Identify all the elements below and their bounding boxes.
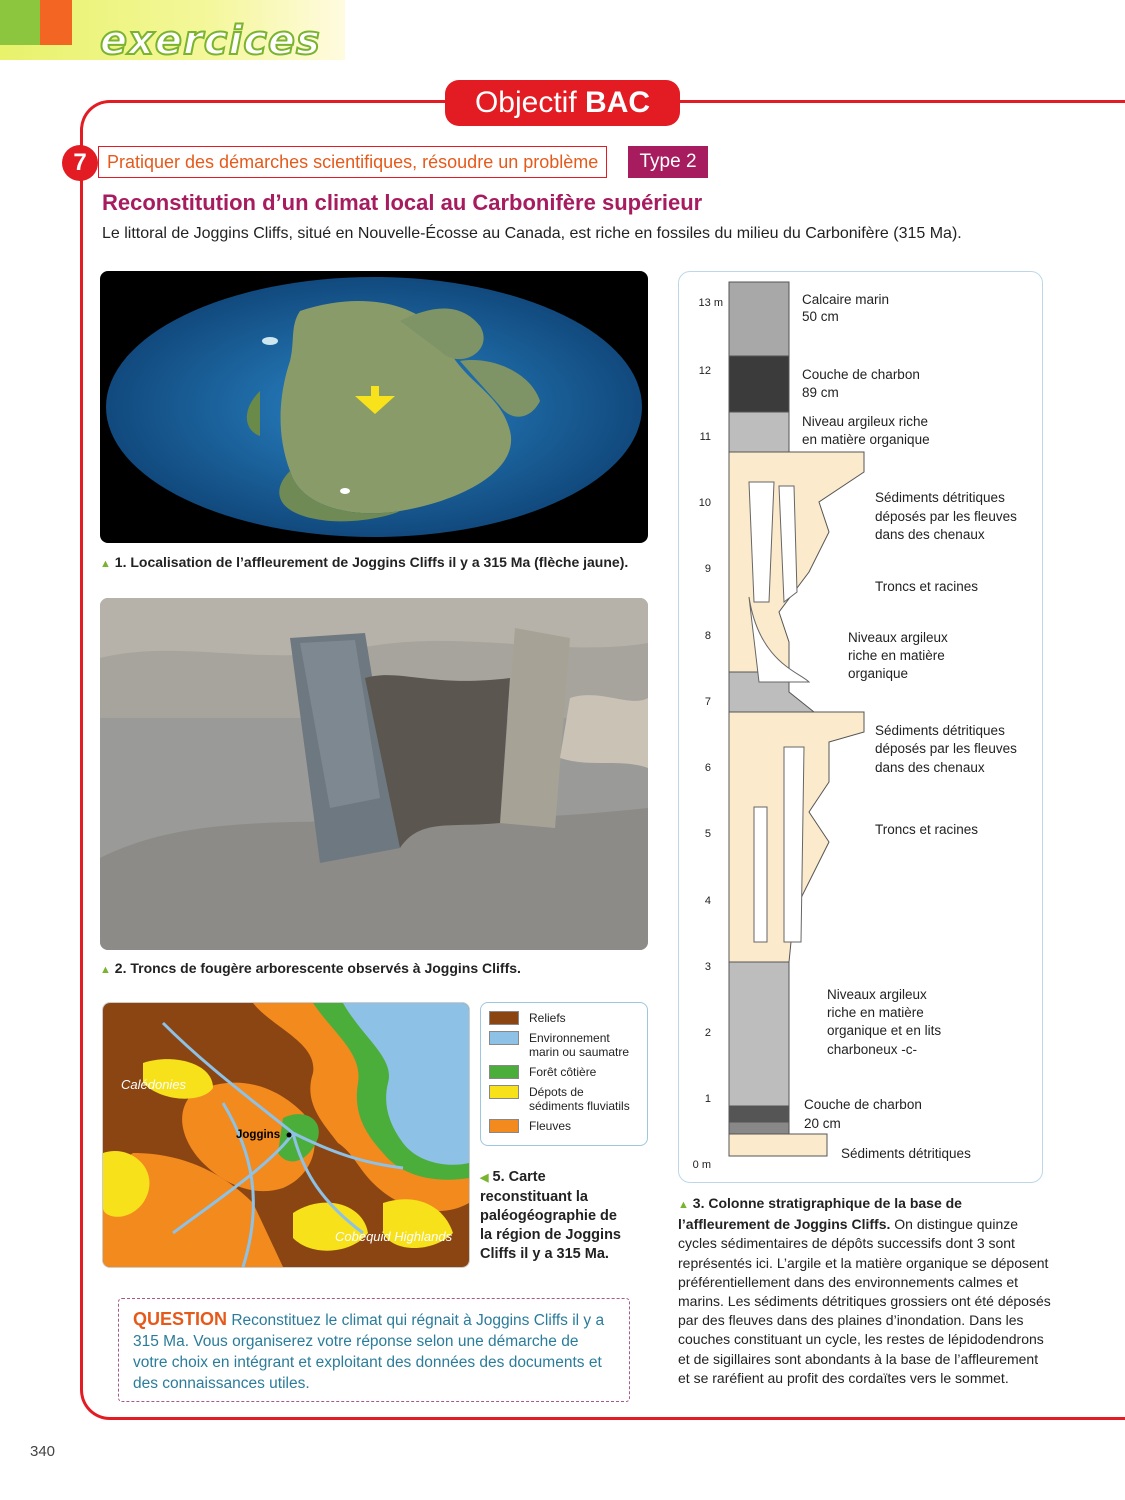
axis-tick: 6: [704, 762, 711, 774]
doc1-caption-text: 1. Localisation de l’affleurement de Joggins Cliffs il y a 315 Ma (flèche jaune).: [114, 554, 629, 570]
caledonies-label: Calédonies: [121, 1077, 187, 1092]
layer-label: charboneux -c-: [827, 1042, 918, 1057]
layer-label: Troncs et racines: [875, 822, 979, 837]
layer-label: 50 cm: [802, 309, 839, 324]
layer-label: Niveau argileux riche: [802, 414, 929, 429]
legend-swatch: [489, 1119, 519, 1133]
layer-label: Troncs et racines: [875, 579, 979, 594]
legend-item-depots: [489, 1085, 639, 1113]
legend-item-marin: [489, 1031, 639, 1059]
legend-item-reliefs: [489, 1011, 639, 1025]
layer-label: déposés par les fleuves: [875, 741, 1017, 756]
layer-label: Sédiments détritiques: [841, 1146, 971, 1161]
doc3-caption: [678, 1194, 1053, 1388]
joggins-label: Joggins: [236, 1129, 281, 1141]
layer-label: 89 cm: [802, 385, 839, 400]
objectif-bac-banner: [445, 80, 680, 126]
axis-tick: 3: [704, 961, 711, 973]
axis-tick: 4: [704, 895, 711, 907]
banner-text: Objectif: [474, 86, 577, 119]
fossil-trunks-photo: [100, 598, 648, 950]
page-number: 340: [30, 1443, 56, 1460]
layer-label: riche en matière: [848, 648, 945, 663]
axis-tick: 12: [698, 365, 711, 377]
layer-label: en matière organique: [802, 432, 930, 447]
triangle-icon: ▲: [678, 1199, 689, 1211]
axis-tick: 9: [704, 563, 711, 575]
triangle-icon: ▲: [100, 558, 111, 570]
axis-tick: 0 m: [692, 1159, 711, 1171]
map-legend: [480, 1002, 648, 1146]
question-text: Reconstituez le climat qui régnait à Joggins Cliffs il y a 315 Ma. Vous organiserez votre réponse selon une démarche de votre choix en intégrant et exploitant des données des documents et des connaissances utiles.: [133, 1312, 605, 1392]
legend-swatch: [489, 1011, 519, 1025]
depth-axis: [693, 297, 723, 1171]
section-title: exercices: [100, 18, 321, 64]
axis-tick: 8: [704, 630, 711, 642]
banner-bold-text: BAC: [585, 86, 651, 119]
skill-label: Pratiquer des démarches scientifiques, résoudre un problème: [98, 146, 607, 178]
doc3-caption-text: On distingue quinze cycles sédimentaires de dépôts successifs dont 3 sont représentés ici. L’argile et la matière organique se déposent préférentiellement dans des environnements calmes et marins. Les sédiments détritiques grossiers ont été déposés par des fleuves dans des plaines d’inondation. Dans les couches constituant un cycle, les restes de lépidodendrons et de sigillaires sont abondants à la base de l’affleurement et se raréfient au profit des cordaïtes vers le sommet.: [678, 1216, 1051, 1386]
type-badge: Type 2: [628, 146, 708, 178]
doc5-caption: [480, 1168, 630, 1264]
corner-accent-green: [0, 0, 40, 45]
exercise-number: 7: [62, 145, 98, 181]
question-box: [118, 1298, 630, 1402]
axis-tick: 5: [704, 828, 711, 840]
layer-label: Niveaux argileux: [848, 630, 948, 645]
paleo-globe-map: [100, 271, 648, 543]
legend-item-fleuves: [489, 1119, 639, 1133]
axis-tick: 11: [699, 431, 711, 443]
layer-label: Sédiments détritiques: [875, 723, 1005, 738]
layer-label: Niveaux argileux: [827, 987, 927, 1002]
layer-label: 20 cm: [804, 1116, 841, 1131]
layer-label: dans des chenaux: [875, 527, 985, 542]
exercise-title: Reconstitution d’un climat local au Carbonifère supérieur: [102, 190, 703, 215]
corner-accent-orange: [40, 0, 72, 45]
exercise-intro: Le littoral de Joggins Cliffs, situé en Nouvelle-Écosse au Canada, est riche en fossiles du milieu du Carbonifère (315 Ma).: [102, 225, 962, 242]
legend-label: Reliefs: [529, 1011, 566, 1025]
doc2-caption: [100, 960, 521, 976]
doc5-caption-text: 5. Carte reconstituant la paléogéographie de la région de Joggins Cliffs il y a 315 Ma.: [480, 1169, 621, 1262]
layer-label: déposés par les fleuves: [875, 509, 1017, 524]
legend-swatch: [489, 1031, 519, 1045]
layer-label: riche en matière: [827, 1005, 924, 1020]
axis-tick: 10: [698, 497, 711, 509]
layer-label: Couche de charbon: [804, 1097, 922, 1112]
axis-tick: 7: [704, 696, 711, 708]
question-label: QUESTION: [133, 1309, 228, 1329]
layer-label: Sédiments détritiques: [875, 490, 1005, 505]
doc2-caption-text: 2. Troncs de fougère arborescente observés à Joggins Cliffs.: [114, 960, 521, 976]
legend-label: Dépots de sédiments fluviatils: [529, 1085, 630, 1113]
layer-label: organique et en lits: [827, 1023, 942, 1038]
axis-tick: 2: [704, 1027, 711, 1039]
triangle-icon: ◀: [480, 1172, 489, 1184]
triangle-icon: ▲: [100, 964, 111, 976]
legend-item-foret: [489, 1065, 639, 1079]
axis-tick: 13 m: [698, 297, 723, 309]
legend-label: Fleuves: [529, 1119, 572, 1133]
cobequid-label: Cobequid Highlands: [335, 1229, 453, 1244]
legend-swatch: [489, 1085, 519, 1099]
doc1-caption: [100, 554, 628, 570]
paleogeography-map: [102, 1002, 470, 1268]
legend-label: Environnement marin ou saumatre: [529, 1031, 630, 1059]
legend-label: Forêt côtière: [529, 1065, 597, 1079]
legend-swatch: [489, 1065, 519, 1079]
axis-tick: 1: [704, 1093, 711, 1105]
layer-label: Calcaire marin: [802, 292, 890, 307]
layer-label: organique: [848, 666, 909, 681]
doc3-caption-bold: 3. Colonne stratigraphique de la base de l’affleurement de Joggins Cliffs.: [678, 1195, 962, 1233]
layer-label: dans des chenaux: [875, 760, 985, 775]
stratigraphic-column-panel: [678, 271, 1043, 1183]
layer-label: Couche de charbon: [802, 367, 920, 382]
